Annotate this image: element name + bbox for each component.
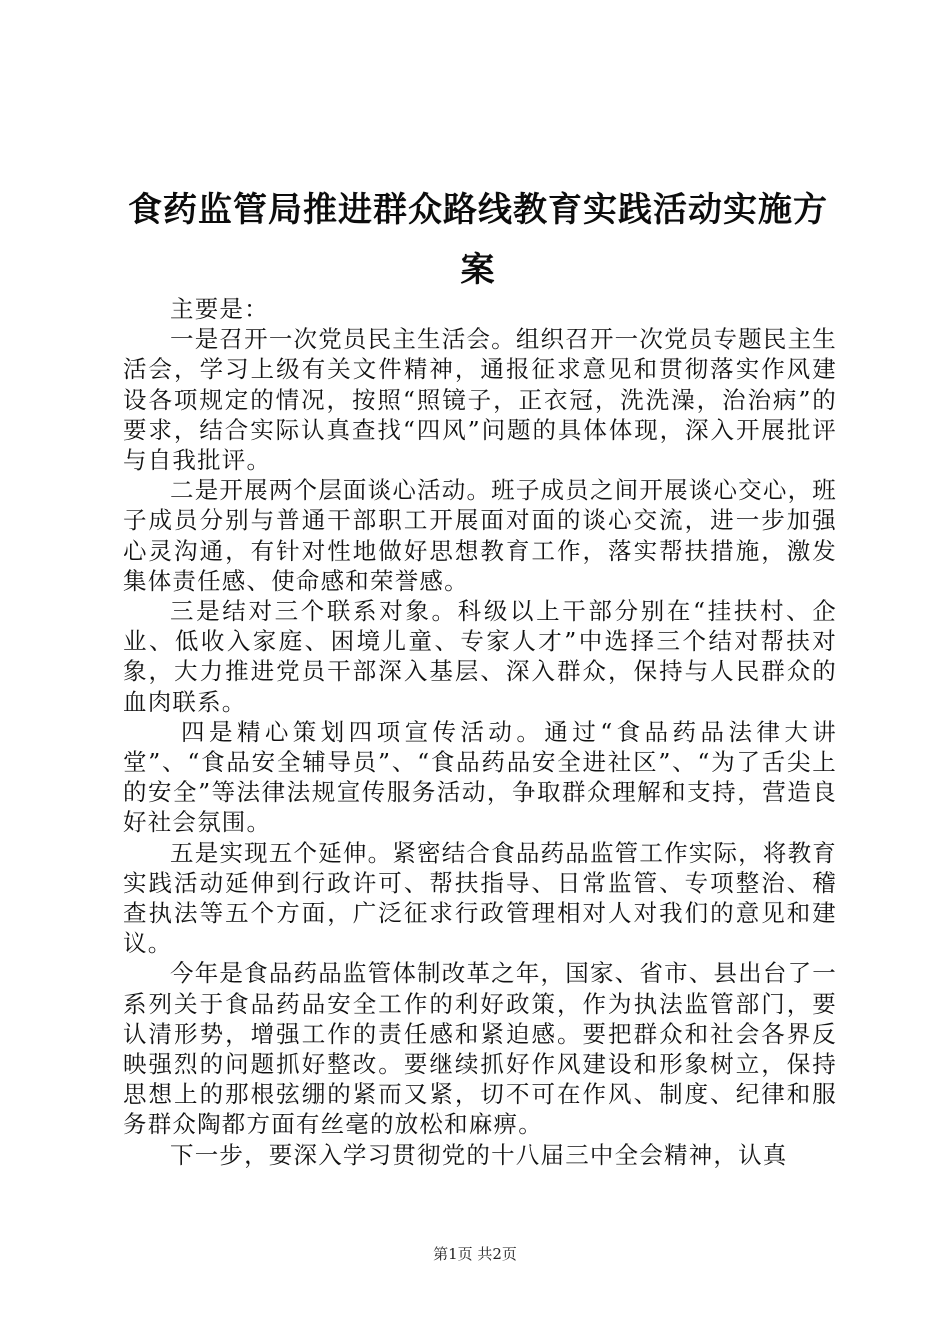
paragraph-intro: 主要是：	[170, 295, 269, 323]
document-title: 食药监管局推进群众路线教育实践活动实施方案	[128, 190, 828, 290]
paragraph-item-2: 二是开展两个层面谈心活动。班子成员之间开展谈心交心，班子成员分别与普通干部职工开展面对面的谈心交流，进一步加强心灵沟通，有针对性地做好思想教育工作，落实帮扶措施，激发集体责任感、使命感和荣誉感。	[123, 476, 837, 595]
paragraph-item-4: 四是精心策划四项宣传活动。通过“食品药品法律大讲堂”、“食品安全辅导员”、“食品药品安全进社区”、“为了舌尖上的安全”等法律法规宣传服务活动，争取群众理解和支持，营造良好社会氛围。	[123, 717, 837, 837]
page-number-footer: 第1页 共2页	[433, 1245, 517, 1263]
document-body	[123, 294, 837, 1170]
paragraph-item-1: 一是召开一次党员民主生活会。组织召开一次党员专题民主生活会，学习上级有关文件精神，通报征求意见和贯彻落实作风建设各项规定的情况，按照“照镜子，正衣冠，洗洗澡，治治病”的要求，结合实际认真查找“四风”问题的具体体现，深入开展批评与自我批评。	[123, 325, 837, 475]
paragraph-this-year: 今年是食品药品监管体制改革之年，国家、省市、县出台了一系列关于食品药品安全工作的利好政策，作为执法监管部门，要认清形势，增强工作的责任感和紧迫感。要把群众和社会各界反映强烈的问题抓好整改。要继续抓好作风建设和形象树立，保持思想上的那根弦绷的紧而又紧，切不可在作风、制度、纪律和服务群众陶都方面有丝毫的放松和麻痹。	[123, 959, 837, 1139]
paragraph-next-step: 下一步，要深入学习贯彻党的十八届三中全会精神，认真	[170, 1140, 788, 1169]
paragraph-item-3: 三是结对三个联系对象。科级以上干部分别在“挂扶村、企业、低收入家庭、困境儿童、专家人才”中选择三个结对帮扶对象，大力推进党员干部深入基层、深入群众，保持与人民群众的血肉联系。	[123, 597, 837, 716]
paragraph-item-5: 五是实现五个延伸。紧密结合食品药品监管工作实际，将教育实践活动延伸到行政许可、帮扶指导、日常监管、专项整治、稽查执法等五个方面，广泛征求行政管理相对人对我们的意见和建议。	[123, 838, 837, 958]
